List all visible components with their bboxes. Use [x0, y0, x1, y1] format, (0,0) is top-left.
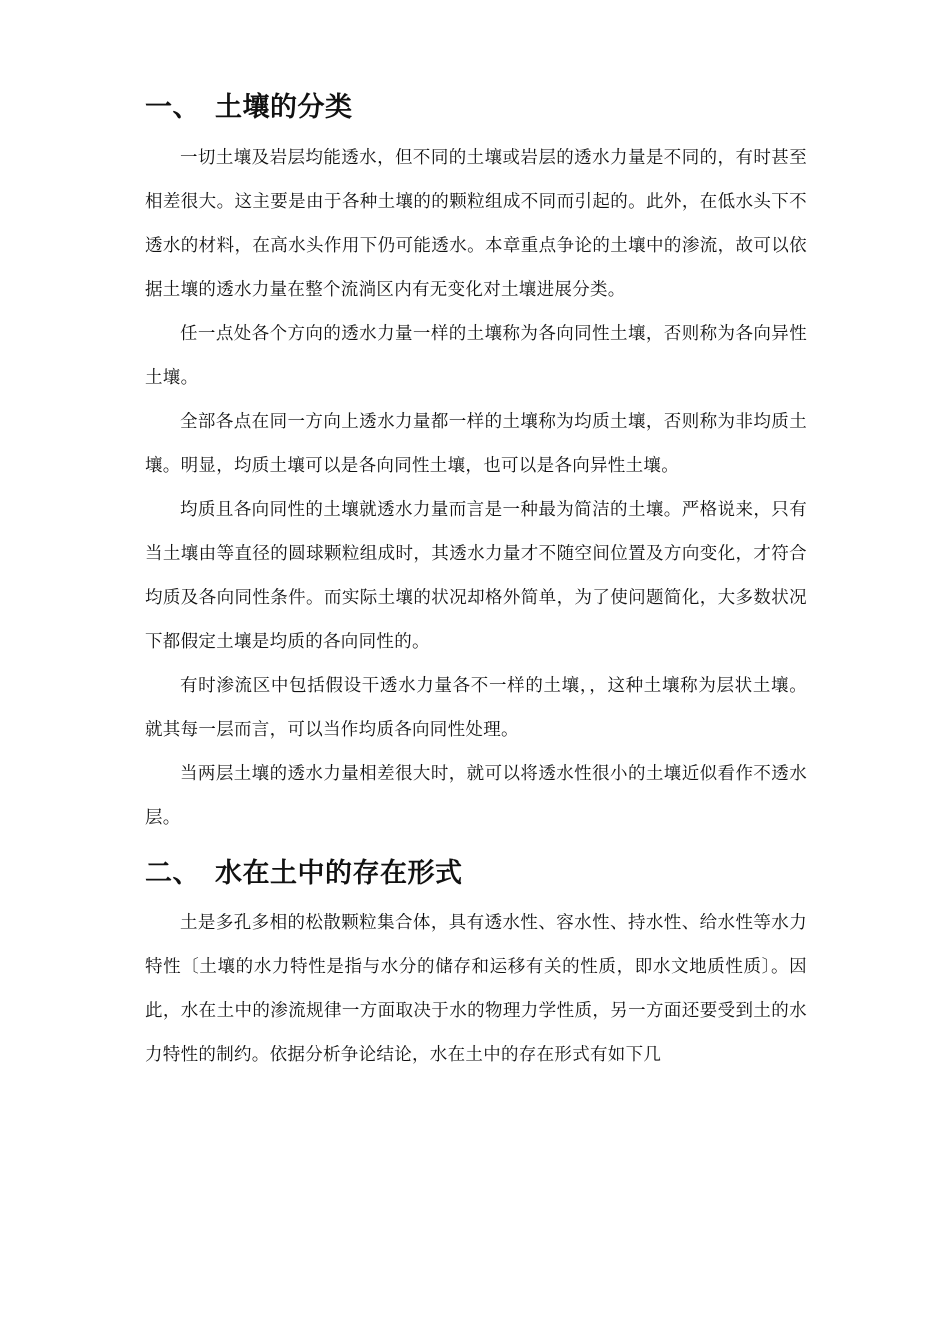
- section-soil-classification: [145, 88, 807, 840]
- section-title: 水在土中的存在形式: [215, 858, 463, 889]
- section-water-forms-in-soil: [145, 854, 807, 1077]
- section-number: 二、: [145, 858, 200, 889]
- paragraph: 有时渗流区中包括假设干透水力量各不一样的土壤，，这种土壤称为层状土壤。就其每一层而言，可以当作均质各向同性处理。: [145, 676, 807, 740]
- section-title: 土壤的分类: [215, 92, 353, 123]
- document-body: [145, 88, 807, 1077]
- paragraph: 土是多孔多相的松散颗粒集合体，具有透水性、容水性、持水性、给水性等水力特性〔土壤的水力特性是指与水分的储存和运移有关的性质，即水文地质性质〕。因此，水在土中的渗流规律一方面取决于水的物理力学性质，另一方面还要受到土的水力特性的制约。依据分析争论结论，水在土中的存在形式有如下几: [145, 913, 807, 1065]
- paragraph: 当两层土壤的透水力量相差很大时，就可以将透水性很小的土壤近似看作不透水层。: [145, 764, 807, 828]
- section-number: 一、: [145, 92, 200, 123]
- section-heading: [145, 854, 807, 894]
- paragraph: 均质且各向同性的土壤就透水力量而言是一种最为简洁的土壤。严格说来，只有当土壤由等直径的圆球颗粒组成时，其透水力量才不随空间位置及方向变化，才符合均质及各向同性条件。而实际土壤的状况却格外简单，为了使问题简化，大多数状况下都假定土壤是均质的各向同性的。: [145, 500, 807, 652]
- section-heading: [145, 88, 807, 128]
- paragraph: 任一点处各个方向的透水力量一样的土壤称为各向同性土壤，否则称为各向异性土壤。: [145, 324, 807, 388]
- paragraph: 一切土壤及岩层均能透水，但不同的土壤或岩层的透水力量是不同的，有时甚至相差很大。这主要是由于各种土壤的的颗粒组成不同而引起的。此外，在低水头下不透水的材料，在高水头作用下仍可能透水。本章重点争论的土壤中的渗流，故可以依据土壤的透水力量在整个流淌区内有无变化对土壤进展分类。: [145, 148, 807, 300]
- paragraph: 全部各点在同一方向上透水力量都一样的土壤称为均质土壤，否则称为非均质土壤。明显，均质土壤可以是各向同性土壤，也可以是各向异性土壤。: [145, 412, 807, 476]
